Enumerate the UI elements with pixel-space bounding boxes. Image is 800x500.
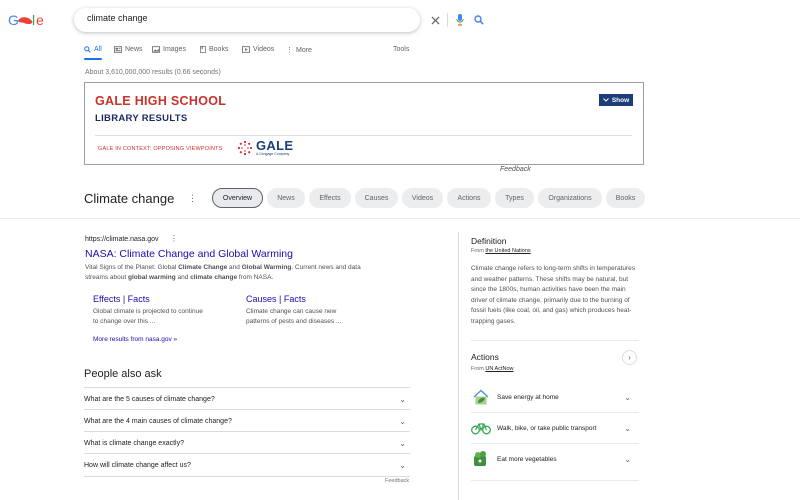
search-box <box>74 8 420 32</box>
sitelink-snippet: Global climate is projected to continue to change over this ... <box>93 308 203 325</box>
result-title-link[interactable]: NASA: Climate Change and Global Warming <box>85 248 293 260</box>
definition-text: Climate change refers to long-term shifts in temperatures and weather patterns. These shifts may be natural, but since the 1800s, human activities have been the main driver of climate change, primarily due to the burning of fossil fuels (like coal, oil, and gas) which produces heat-trapping gases. <box>471 265 636 325</box>
gale-logo-subtext: A Cengage Company <box>256 152 290 156</box>
tools-label: Tools <box>393 46 410 53</box>
action-label: Save energy at home <box>497 393 559 401</box>
snippet-text: and <box>227 264 242 271</box>
source-prefix: From <box>471 248 486 254</box>
bicycle-icon <box>471 418 491 438</box>
chip-videos[interactable] <box>402 188 443 208</box>
tab-images[interactable] <box>152 46 186 53</box>
gale-library-panel <box>84 82 644 165</box>
source-link[interactable]: UN ActNow <box>485 366 514 372</box>
sitelink-title[interactable]: Effects | Facts <box>93 294 150 304</box>
gale-logo-text: GALE <box>256 138 294 153</box>
divider <box>471 412 639 413</box>
chevron-down-icon: ⌄ <box>399 394 406 404</box>
chip-label: Types <box>505 194 524 202</box>
snippet-bold: Global Warming <box>241 264 292 271</box>
more-vertical-icon[interactable]: ⋮ <box>188 193 197 203</box>
more-vertical-icon: ⋮ <box>286 47 293 54</box>
snippet-text: Vital Signs of the Planet: Global <box>85 264 179 271</box>
snippet-text: . Current news and data streams about <box>85 264 361 281</box>
result-stats: About 3,610,000,000 results (0.66 seconds) <box>85 69 221 76</box>
paa-question-text: How will climate change affect us? <box>84 461 191 469</box>
gale-opposing-viewpoints-link[interactable]: GALE IN CONTEXT: OPPOSING VIEWPOINTS <box>98 146 223 152</box>
tab-label: Videos <box>253 46 275 53</box>
google-logo[interactable] <box>8 12 50 33</box>
chip-organizations[interactable] <box>538 188 602 208</box>
paa-question[interactable] <box>84 453 410 477</box>
tab-label: Books <box>209 46 229 53</box>
paa-question-text: What is climate change exactly? <box>84 439 184 447</box>
gale-title: GALE HIGH SCHOOL <box>95 94 227 108</box>
house-leaf-icon <box>471 387 491 407</box>
actions-heading: Actions <box>471 352 499 362</box>
chevron-down-icon: ⌄ <box>624 454 631 464</box>
paa-heading: People also ask <box>84 368 162 380</box>
definition-source <box>471 248 531 254</box>
tab-label: All <box>94 46 102 53</box>
result-snippet <box>85 263 385 283</box>
feedback-link[interactable]: Feedback <box>500 166 531 173</box>
chip-label: Videos <box>411 194 434 202</box>
paa-question[interactable] <box>84 431 410 454</box>
chip-label: Actions <box>457 194 481 202</box>
sitelink-snippet: Climate change can cause new patterns of pests and diseases ... <box>246 308 342 325</box>
chip-news[interactable] <box>267 188 305 208</box>
search-icon <box>84 46 91 53</box>
sitelink-title[interactable]: Causes | Facts <box>246 294 306 304</box>
snippet-text: from NASA. <box>237 274 274 281</box>
chevron-down-icon <box>603 98 609 102</box>
snippet-bold: climate change <box>190 274 238 281</box>
actions-source <box>471 366 514 372</box>
result-url[interactable]: https://climate.nasa.gov <box>85 236 159 243</box>
chip-label: Causes <box>364 194 389 202</box>
search-icon[interactable] <box>472 13 486 27</box>
divider <box>471 480 639 481</box>
divider <box>95 135 632 136</box>
chip-overview[interactable] <box>212 188 263 208</box>
book-icon <box>200 46 206 53</box>
svg-text:l: l <box>32 12 35 28</box>
chip-types[interactable] <box>495 188 534 208</box>
tools-button[interactable] <box>393 46 409 53</box>
search-input[interactable] <box>85 12 349 24</box>
chip-label: Organizations <box>548 194 592 202</box>
action-item[interactable] <box>471 387 631 407</box>
chevron-down-icon: ⌄ <box>399 460 406 470</box>
feedback-link[interactable]: Feedback <box>385 478 410 484</box>
entity-title: Climate change <box>84 191 175 206</box>
action-item[interactable] <box>471 418 631 438</box>
source-link[interactable]: the United Nations <box>485 248 531 254</box>
video-icon <box>242 46 250 53</box>
chip-actions[interactable] <box>447 188 491 208</box>
paa-question[interactable] <box>84 409 410 432</box>
tab-all[interactable] <box>84 46 102 53</box>
snippet-bold: Climate Change <box>178 264 228 271</box>
active-tab-indicator <box>84 58 102 60</box>
vegetables-icon <box>471 449 491 469</box>
snippet-bold: global warming <box>128 274 176 281</box>
gale-show-button[interactable] <box>599 94 633 106</box>
tab-label: More <box>296 46 312 54</box>
search-divider <box>447 13 448 27</box>
chevron-down-icon: ⌄ <box>399 438 406 448</box>
google-logo-image <box>8 12 50 28</box>
divider <box>0 218 800 219</box>
tab-more[interactable] <box>286 46 312 54</box>
sitelink <box>246 294 356 327</box>
panel-divider <box>458 232 459 500</box>
action-label: Eat more vegetables <box>497 455 557 463</box>
chip-effects[interactable] <box>309 188 351 208</box>
paa-question-text: What are the 4 main causes of climate change? <box>84 417 232 425</box>
svg-text:e: e <box>36 12 44 28</box>
chip-label: Books <box>615 194 636 202</box>
chevron-down-icon: ⌄ <box>399 416 406 426</box>
tab-label: News <box>125 46 143 53</box>
more-vertical-icon[interactable]: ⋮ <box>170 234 178 243</box>
tab-news[interactable] <box>114 46 143 53</box>
chip-label: News <box>277 194 295 202</box>
divider <box>471 340 639 341</box>
more-results-link[interactable]: More results from nasa.gov » <box>93 336 178 343</box>
chevron-right-icon[interactable]: › <box>622 350 637 365</box>
svg-text:G: G <box>8 12 19 28</box>
gale-logo <box>237 140 293 156</box>
chip-books[interactable] <box>606 188 645 208</box>
microphone-icon[interactable] <box>453 13 467 27</box>
source-prefix: From <box>471 366 486 372</box>
chip-label: Overview <box>222 194 253 202</box>
definition-heading: Definition <box>471 236 507 246</box>
action-item[interactable] <box>471 449 631 469</box>
chip-label: Effects <box>319 194 341 202</box>
clear-icon[interactable] <box>428 13 442 27</box>
chevron-down-icon: ⌄ <box>624 392 631 402</box>
gale-logo-mark-icon <box>237 140 253 156</box>
gale-show-label: Show <box>611 96 630 104</box>
action-label: Walk, bike, or take public transport <box>497 424 597 432</box>
paa-question[interactable] <box>84 387 410 410</box>
sitelink <box>93 294 203 327</box>
chip-causes[interactable] <box>355 188 398 208</box>
image-icon <box>152 46 160 53</box>
news-icon <box>114 46 122 53</box>
tab-books[interactable] <box>200 46 228 53</box>
tab-videos[interactable] <box>242 46 274 53</box>
chevron-down-icon: ⌄ <box>624 423 631 433</box>
snippet-text: and <box>175 274 191 281</box>
tab-label: Images <box>163 46 186 53</box>
divider <box>471 443 639 444</box>
paa-question-text: What are the 5 causes of climate change? <box>84 395 215 403</box>
gale-subtitle: LIBRARY RESULTS <box>95 113 188 124</box>
